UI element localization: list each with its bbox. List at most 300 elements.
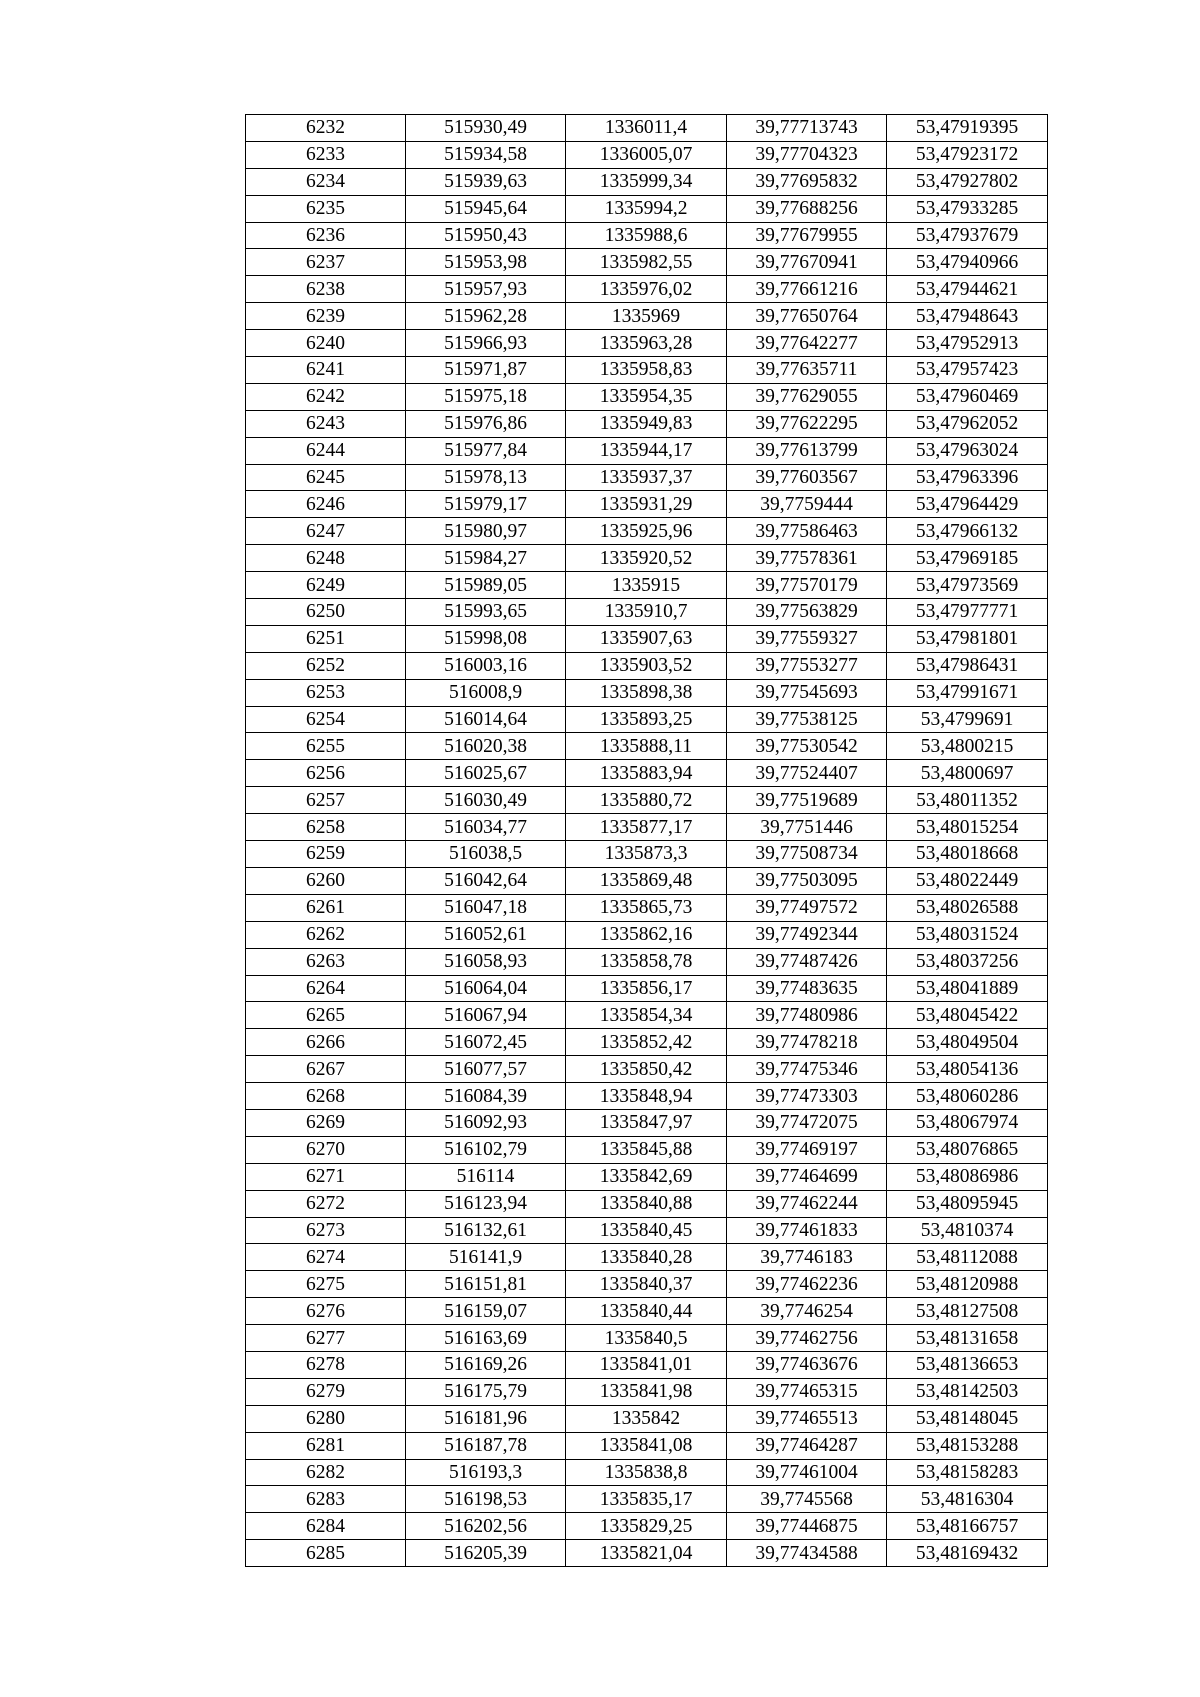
x-coordinate-cell: 516047,18 — [406, 894, 566, 921]
x-coordinate-cell: 515971,87 — [406, 357, 566, 384]
x-coordinate-cell: 516038,5 — [406, 841, 566, 868]
longitude-cell: 39,7759444 — [727, 491, 887, 518]
table-row — [246, 1109, 1048, 1136]
y-coordinate-cell: 1335841,98 — [566, 1378, 727, 1405]
longitude-cell: 39,77464287 — [727, 1432, 887, 1459]
y-coordinate-cell: 1335931,29 — [566, 491, 727, 518]
coordinates-table — [245, 114, 1048, 1567]
latitude-cell: 53,47969185 — [887, 545, 1048, 572]
latitude-cell: 53,48037256 — [887, 948, 1048, 975]
latitude-cell: 53,48060286 — [887, 1083, 1048, 1110]
x-coordinate-cell: 516058,93 — [406, 948, 566, 975]
table-row — [246, 1271, 1048, 1298]
longitude-cell: 39,77661216 — [727, 276, 887, 303]
y-coordinate-cell: 1335910,7 — [566, 599, 727, 626]
longitude-cell: 39,77475346 — [727, 1056, 887, 1083]
y-coordinate-cell: 1335848,94 — [566, 1083, 727, 1110]
x-coordinate-cell: 516014,64 — [406, 706, 566, 733]
longitude-cell: 39,77538125 — [727, 706, 887, 733]
longitude-cell: 39,77570179 — [727, 572, 887, 599]
x-coordinate-cell: 515989,05 — [406, 572, 566, 599]
longitude-cell: 39,7751446 — [727, 814, 887, 841]
x-coordinate-cell: 516077,57 — [406, 1056, 566, 1083]
latitude-cell: 53,48142503 — [887, 1378, 1048, 1405]
table-row — [246, 1163, 1048, 1190]
x-coordinate-cell: 516052,61 — [406, 921, 566, 948]
longitude-cell: 39,77487426 — [727, 948, 887, 975]
point-number-cell: 6244 — [246, 437, 406, 464]
latitude-cell: 53,47963024 — [887, 437, 1048, 464]
x-coordinate-cell: 515953,98 — [406, 249, 566, 276]
latitude-cell: 53,48049504 — [887, 1029, 1048, 1056]
point-number-cell: 6258 — [246, 814, 406, 841]
x-coordinate-cell: 516198,53 — [406, 1486, 566, 1513]
point-number-cell: 6232 — [246, 115, 406, 142]
x-coordinate-cell: 516132,61 — [406, 1217, 566, 1244]
x-coordinate-cell: 516092,93 — [406, 1109, 566, 1136]
point-number-cell: 6247 — [246, 518, 406, 545]
point-number-cell: 6253 — [246, 679, 406, 706]
x-coordinate-cell: 516020,38 — [406, 733, 566, 760]
y-coordinate-cell: 1336005,07 — [566, 141, 727, 168]
point-number-cell: 6262 — [246, 921, 406, 948]
latitude-cell: 53,47977771 — [887, 599, 1048, 626]
y-coordinate-cell: 1335907,63 — [566, 625, 727, 652]
longitude-cell: 39,77713743 — [727, 115, 887, 142]
coordinates-table-body — [246, 115, 1048, 1567]
point-number-cell: 6233 — [246, 141, 406, 168]
longitude-cell: 39,77478218 — [727, 1029, 887, 1056]
latitude-cell: 53,48148045 — [887, 1405, 1048, 1432]
y-coordinate-cell: 1335840,44 — [566, 1298, 727, 1325]
point-number-cell: 6249 — [246, 572, 406, 599]
table-row — [246, 652, 1048, 679]
y-coordinate-cell: 1335840,28 — [566, 1244, 727, 1271]
point-number-cell: 6278 — [246, 1351, 406, 1378]
latitude-cell: 53,47973569 — [887, 572, 1048, 599]
point-number-cell: 6268 — [246, 1083, 406, 1110]
x-coordinate-cell: 516181,96 — [406, 1405, 566, 1432]
x-coordinate-cell: 516187,78 — [406, 1432, 566, 1459]
y-coordinate-cell: 1335949,83 — [566, 410, 727, 437]
point-number-cell: 6246 — [246, 491, 406, 518]
longitude-cell: 39,77578361 — [727, 545, 887, 572]
table-row — [246, 1244, 1048, 1271]
y-coordinate-cell: 1335852,42 — [566, 1029, 727, 1056]
longitude-cell: 39,77524407 — [727, 760, 887, 787]
latitude-cell: 53,47944621 — [887, 276, 1048, 303]
latitude-cell: 53,48112088 — [887, 1244, 1048, 1271]
table-row — [246, 330, 1048, 357]
point-number-cell: 6273 — [246, 1217, 406, 1244]
table-row — [246, 1190, 1048, 1217]
table-row — [246, 1002, 1048, 1029]
table-row — [246, 357, 1048, 384]
latitude-cell: 53,47937679 — [887, 222, 1048, 249]
longitude-cell: 39,77465315 — [727, 1378, 887, 1405]
longitude-cell: 39,77434588 — [727, 1540, 887, 1567]
table-row — [246, 168, 1048, 195]
y-coordinate-cell: 1335865,73 — [566, 894, 727, 921]
y-coordinate-cell: 1335920,52 — [566, 545, 727, 572]
table-row — [246, 195, 1048, 222]
y-coordinate-cell: 1335915 — [566, 572, 727, 599]
longitude-cell: 39,77462756 — [727, 1325, 887, 1352]
table-row — [246, 545, 1048, 572]
x-coordinate-cell: 515978,13 — [406, 464, 566, 491]
latitude-cell: 53,47940966 — [887, 249, 1048, 276]
x-coordinate-cell: 515950,43 — [406, 222, 566, 249]
y-coordinate-cell: 1335877,17 — [566, 814, 727, 841]
x-coordinate-cell: 516205,39 — [406, 1540, 566, 1567]
longitude-cell: 39,7745568 — [727, 1486, 887, 1513]
y-coordinate-cell: 1335842 — [566, 1405, 727, 1432]
point-number-cell: 6274 — [246, 1244, 406, 1271]
y-coordinate-cell: 1335944,17 — [566, 437, 727, 464]
table-row — [246, 1136, 1048, 1163]
longitude-cell: 39,77462236 — [727, 1271, 887, 1298]
latitude-cell: 53,48067974 — [887, 1109, 1048, 1136]
table-row — [246, 894, 1048, 921]
longitude-cell: 39,77446875 — [727, 1513, 887, 1540]
latitude-cell: 53,48095945 — [887, 1190, 1048, 1217]
point-number-cell: 6279 — [246, 1378, 406, 1405]
x-coordinate-cell: 515962,28 — [406, 303, 566, 330]
longitude-cell: 39,77688256 — [727, 195, 887, 222]
y-coordinate-cell: 1335850,42 — [566, 1056, 727, 1083]
y-coordinate-cell: 1335838,8 — [566, 1459, 727, 1486]
y-coordinate-cell: 1335893,25 — [566, 706, 727, 733]
latitude-cell: 53,4810374 — [887, 1217, 1048, 1244]
y-coordinate-cell: 1335999,34 — [566, 168, 727, 195]
point-number-cell: 6280 — [246, 1405, 406, 1432]
point-number-cell: 6282 — [246, 1459, 406, 1486]
y-coordinate-cell: 1335845,88 — [566, 1136, 727, 1163]
x-coordinate-cell: 516064,04 — [406, 975, 566, 1002]
point-number-cell: 6236 — [246, 222, 406, 249]
y-coordinate-cell: 1335847,97 — [566, 1109, 727, 1136]
longitude-cell: 39,77563829 — [727, 599, 887, 626]
point-number-cell: 6252 — [246, 652, 406, 679]
point-number-cell: 6281 — [246, 1432, 406, 1459]
table-row — [246, 1083, 1048, 1110]
y-coordinate-cell: 1335873,3 — [566, 841, 727, 868]
latitude-cell: 53,47923172 — [887, 141, 1048, 168]
longitude-cell: 39,77670941 — [727, 249, 887, 276]
latitude-cell: 53,48169432 — [887, 1540, 1048, 1567]
y-coordinate-cell: 1335982,55 — [566, 249, 727, 276]
y-coordinate-cell: 1335840,37 — [566, 1271, 727, 1298]
table-row — [246, 437, 1048, 464]
point-number-cell: 6240 — [246, 330, 406, 357]
y-coordinate-cell: 1335898,38 — [566, 679, 727, 706]
point-number-cell: 6250 — [246, 599, 406, 626]
x-coordinate-cell: 516193,3 — [406, 1459, 566, 1486]
longitude-cell: 39,77469197 — [727, 1136, 887, 1163]
table-row — [246, 706, 1048, 733]
longitude-cell: 39,77642277 — [727, 330, 887, 357]
point-number-cell: 6285 — [246, 1540, 406, 1567]
longitude-cell: 39,77464699 — [727, 1163, 887, 1190]
longitude-cell: 39,77473303 — [727, 1083, 887, 1110]
x-coordinate-cell: 515976,86 — [406, 410, 566, 437]
latitude-cell: 53,48086986 — [887, 1163, 1048, 1190]
y-coordinate-cell: 1335821,04 — [566, 1540, 727, 1567]
y-coordinate-cell: 1335854,34 — [566, 1002, 727, 1029]
latitude-cell: 53,47960469 — [887, 383, 1048, 410]
latitude-cell: 53,4800215 — [887, 733, 1048, 760]
point-number-cell: 6260 — [246, 867, 406, 894]
table-row — [246, 464, 1048, 491]
longitude-cell: 39,77465513 — [727, 1405, 887, 1432]
x-coordinate-cell: 515939,63 — [406, 168, 566, 195]
x-coordinate-cell: 516163,69 — [406, 1325, 566, 1352]
x-coordinate-cell: 515980,97 — [406, 518, 566, 545]
y-coordinate-cell: 1335835,17 — [566, 1486, 727, 1513]
point-number-cell: 6255 — [246, 733, 406, 760]
latitude-cell: 53,48018668 — [887, 841, 1048, 868]
y-coordinate-cell: 1336011,4 — [566, 115, 727, 142]
longitude-cell: 39,77559327 — [727, 625, 887, 652]
point-number-cell: 6267 — [246, 1056, 406, 1083]
longitude-cell: 39,77463676 — [727, 1351, 887, 1378]
y-coordinate-cell: 1335842,69 — [566, 1163, 727, 1190]
y-coordinate-cell: 1335888,11 — [566, 733, 727, 760]
longitude-cell: 39,7746183 — [727, 1244, 887, 1271]
table-row — [246, 572, 1048, 599]
y-coordinate-cell: 1335925,96 — [566, 518, 727, 545]
table-row — [246, 1432, 1048, 1459]
table-row — [246, 867, 1048, 894]
longitude-cell: 39,77586463 — [727, 518, 887, 545]
y-coordinate-cell: 1335976,02 — [566, 276, 727, 303]
latitude-cell: 53,4799691 — [887, 706, 1048, 733]
latitude-cell: 53,47963396 — [887, 464, 1048, 491]
y-coordinate-cell: 1335883,94 — [566, 760, 727, 787]
longitude-cell: 39,7746254 — [727, 1298, 887, 1325]
point-number-cell: 6257 — [246, 787, 406, 814]
longitude-cell: 39,77622295 — [727, 410, 887, 437]
latitude-cell: 53,48076865 — [887, 1136, 1048, 1163]
y-coordinate-cell: 1335969 — [566, 303, 727, 330]
latitude-cell: 53,48022449 — [887, 867, 1048, 894]
x-coordinate-cell: 516084,39 — [406, 1083, 566, 1110]
y-coordinate-cell: 1335994,2 — [566, 195, 727, 222]
point-number-cell: 6237 — [246, 249, 406, 276]
table-row — [246, 1351, 1048, 1378]
x-coordinate-cell: 516008,9 — [406, 679, 566, 706]
point-number-cell: 6276 — [246, 1298, 406, 1325]
y-coordinate-cell: 1335869,48 — [566, 867, 727, 894]
x-coordinate-cell: 516159,07 — [406, 1298, 566, 1325]
table-row — [246, 303, 1048, 330]
latitude-cell: 53,48041889 — [887, 975, 1048, 1002]
x-coordinate-cell: 516003,16 — [406, 652, 566, 679]
longitude-cell: 39,77503095 — [727, 867, 887, 894]
table-row — [246, 975, 1048, 1002]
latitude-cell: 53,47981801 — [887, 625, 1048, 652]
y-coordinate-cell: 1335954,35 — [566, 383, 727, 410]
latitude-cell: 53,4800697 — [887, 760, 1048, 787]
point-number-cell: 6235 — [246, 195, 406, 222]
point-number-cell: 6277 — [246, 1325, 406, 1352]
x-coordinate-cell: 516072,45 — [406, 1029, 566, 1056]
x-coordinate-cell: 516141,9 — [406, 1244, 566, 1271]
table-row — [246, 625, 1048, 652]
y-coordinate-cell: 1335963,28 — [566, 330, 727, 357]
table-row — [246, 141, 1048, 168]
table-row — [246, 599, 1048, 626]
x-coordinate-cell: 515977,84 — [406, 437, 566, 464]
x-coordinate-cell: 516025,67 — [406, 760, 566, 787]
y-coordinate-cell: 1335841,01 — [566, 1351, 727, 1378]
y-coordinate-cell: 1335840,5 — [566, 1325, 727, 1352]
table-row — [246, 518, 1048, 545]
table-row — [246, 841, 1048, 868]
table-row — [246, 921, 1048, 948]
point-number-cell: 6283 — [246, 1486, 406, 1513]
x-coordinate-cell: 516102,79 — [406, 1136, 566, 1163]
table-row — [246, 1325, 1048, 1352]
point-number-cell: 6264 — [246, 975, 406, 1002]
latitude-cell: 53,48054136 — [887, 1056, 1048, 1083]
point-number-cell: 6241 — [246, 357, 406, 384]
latitude-cell: 53,47957423 — [887, 357, 1048, 384]
y-coordinate-cell: 1335903,52 — [566, 652, 727, 679]
y-coordinate-cell: 1335840,88 — [566, 1190, 727, 1217]
y-coordinate-cell: 1335841,08 — [566, 1432, 727, 1459]
longitude-cell: 39,77603567 — [727, 464, 887, 491]
longitude-cell: 39,77472075 — [727, 1109, 887, 1136]
table-row — [246, 1217, 1048, 1244]
x-coordinate-cell: 515945,64 — [406, 195, 566, 222]
x-coordinate-cell: 515998,08 — [406, 625, 566, 652]
latitude-cell: 53,47991671 — [887, 679, 1048, 706]
point-number-cell: 6259 — [246, 841, 406, 868]
point-number-cell: 6245 — [246, 464, 406, 491]
latitude-cell: 53,47952913 — [887, 330, 1048, 357]
x-coordinate-cell: 516067,94 — [406, 1002, 566, 1029]
x-coordinate-cell: 515957,93 — [406, 276, 566, 303]
table-row — [246, 249, 1048, 276]
table-row — [246, 787, 1048, 814]
point-number-cell: 6239 — [246, 303, 406, 330]
table-row — [246, 948, 1048, 975]
longitude-cell: 39,77635711 — [727, 357, 887, 384]
longitude-cell: 39,77695832 — [727, 168, 887, 195]
table-row — [246, 491, 1048, 518]
x-coordinate-cell: 515993,65 — [406, 599, 566, 626]
point-number-cell: 6234 — [246, 168, 406, 195]
point-number-cell: 6242 — [246, 383, 406, 410]
x-coordinate-cell: 515984,27 — [406, 545, 566, 572]
y-coordinate-cell: 1335862,16 — [566, 921, 727, 948]
point-number-cell: 6238 — [246, 276, 406, 303]
point-number-cell: 6243 — [246, 410, 406, 437]
table-row — [246, 760, 1048, 787]
longitude-cell: 39,77629055 — [727, 383, 887, 410]
x-coordinate-cell: 515979,17 — [406, 491, 566, 518]
latitude-cell: 53,48045422 — [887, 1002, 1048, 1029]
longitude-cell: 39,77650764 — [727, 303, 887, 330]
point-number-cell: 6261 — [246, 894, 406, 921]
table-row — [246, 814, 1048, 841]
latitude-cell: 53,47966132 — [887, 518, 1048, 545]
latitude-cell: 53,48011352 — [887, 787, 1048, 814]
x-coordinate-cell: 516030,49 — [406, 787, 566, 814]
x-coordinate-cell: 515930,49 — [406, 115, 566, 142]
y-coordinate-cell: 1335856,17 — [566, 975, 727, 1002]
point-number-cell: 6265 — [246, 1002, 406, 1029]
point-number-cell: 6256 — [246, 760, 406, 787]
point-number-cell: 6248 — [246, 545, 406, 572]
longitude-cell: 39,77483635 — [727, 975, 887, 1002]
x-coordinate-cell: 516151,81 — [406, 1271, 566, 1298]
x-coordinate-cell: 516034,77 — [406, 814, 566, 841]
table-row — [246, 1029, 1048, 1056]
latitude-cell: 53,47933285 — [887, 195, 1048, 222]
longitude-cell: 39,77462244 — [727, 1190, 887, 1217]
x-coordinate-cell: 516175,79 — [406, 1378, 566, 1405]
point-number-cell: 6251 — [246, 625, 406, 652]
point-number-cell: 6271 — [246, 1163, 406, 1190]
longitude-cell: 39,77519689 — [727, 787, 887, 814]
latitude-cell: 53,48015254 — [887, 814, 1048, 841]
y-coordinate-cell: 1335937,37 — [566, 464, 727, 491]
point-number-cell: 6269 — [246, 1109, 406, 1136]
latitude-cell: 53,48031524 — [887, 921, 1048, 948]
longitude-cell: 39,77461004 — [727, 1459, 887, 1486]
table-row — [246, 222, 1048, 249]
y-coordinate-cell: 1335858,78 — [566, 948, 727, 975]
table-row — [246, 115, 1048, 142]
longitude-cell: 39,77679955 — [727, 222, 887, 249]
table-row — [246, 276, 1048, 303]
point-number-cell: 6266 — [246, 1029, 406, 1056]
x-coordinate-cell: 516042,64 — [406, 867, 566, 894]
y-coordinate-cell: 1335958,83 — [566, 357, 727, 384]
x-coordinate-cell: 516114 — [406, 1163, 566, 1190]
point-number-cell: 6270 — [246, 1136, 406, 1163]
longitude-cell: 39,77497572 — [727, 894, 887, 921]
longitude-cell: 39,77545693 — [727, 679, 887, 706]
table-row — [246, 1486, 1048, 1513]
y-coordinate-cell: 1335880,72 — [566, 787, 727, 814]
latitude-cell: 53,48127508 — [887, 1298, 1048, 1325]
x-coordinate-cell: 515934,58 — [406, 141, 566, 168]
latitude-cell: 53,47986431 — [887, 652, 1048, 679]
longitude-cell: 39,77508734 — [727, 841, 887, 868]
y-coordinate-cell: 1335840,45 — [566, 1217, 727, 1244]
latitude-cell: 53,48166757 — [887, 1513, 1048, 1540]
longitude-cell: 39,77480986 — [727, 1002, 887, 1029]
table-row — [246, 1298, 1048, 1325]
y-coordinate-cell: 1335829,25 — [566, 1513, 727, 1540]
latitude-cell: 53,4816304 — [887, 1486, 1048, 1513]
table-row — [246, 1459, 1048, 1486]
point-number-cell: 6272 — [246, 1190, 406, 1217]
latitude-cell: 53,48136653 — [887, 1351, 1048, 1378]
latitude-cell: 53,47927802 — [887, 168, 1048, 195]
x-coordinate-cell: 516202,56 — [406, 1513, 566, 1540]
point-number-cell: 6275 — [246, 1271, 406, 1298]
latitude-cell: 53,47962052 — [887, 410, 1048, 437]
latitude-cell: 53,47964429 — [887, 491, 1048, 518]
table-row — [246, 679, 1048, 706]
y-coordinate-cell: 1335988,6 — [566, 222, 727, 249]
table-row — [246, 1378, 1048, 1405]
table-row — [246, 733, 1048, 760]
